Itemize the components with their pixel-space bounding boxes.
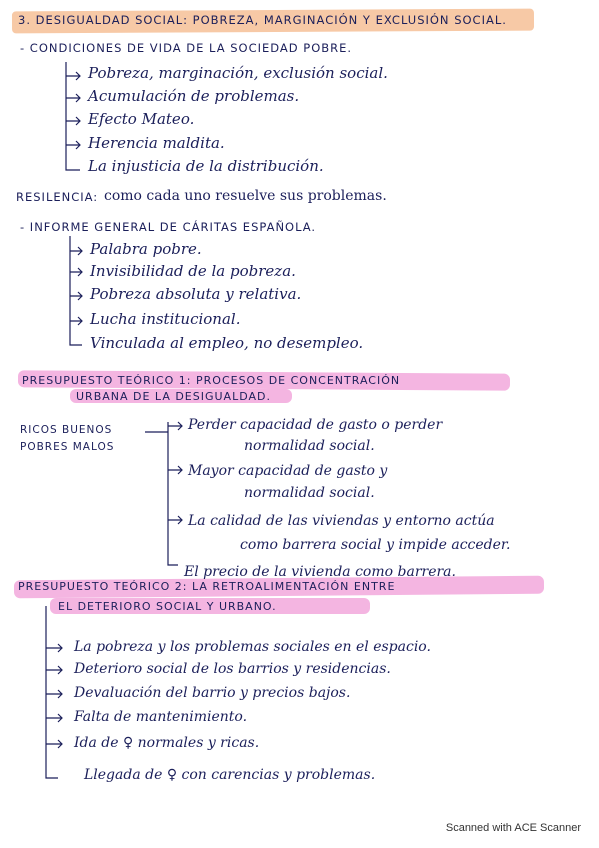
section2-item-1: Palabra pobre.	[90, 240, 202, 258]
section2-item-3: Pobreza absoluta y relativa.	[90, 285, 302, 303]
teorico2-heading-1: PRESUPUESTO TEÓRICO 2: LA RETROALIMENTACIÓN ENTRE	[18, 580, 396, 593]
teorico1-heading-2: URBANA DE LA DESIGUALDAD.	[76, 390, 271, 403]
section1-item-1: Pobreza, marginación, exclusión social.	[88, 64, 388, 82]
teorico1-item-1a: Perder capacidad de gasto o perder	[188, 417, 443, 433]
teorico1-item-3b: como barrera social y impide acceder.	[240, 537, 511, 553]
teorico1-heading-1: PRESUPUESTO TEÓRICO 1: PROCESOS DE CONCENTRACIÓN	[22, 374, 401, 387]
scanner-footer: Scanned with ACE Scanner	[445, 822, 581, 834]
teorico2-item-3: Devaluación del barrio y precios bajos.	[74, 685, 351, 701]
section1-item-4: Herencia maldita.	[88, 134, 225, 152]
teorico2-item-2: Deterioro social de los barrios y residencias.	[74, 661, 391, 677]
teorico2-heading-2: EL DETERIORO SOCIAL Y URBANO.	[58, 600, 277, 613]
page-title: 3. DESIGUALDAD SOCIAL: POBREZA, MARGINACIÓN Y EXCLUSIÓN SOCIAL.	[18, 13, 507, 27]
section1-item-3: Efecto Mateo.	[88, 110, 195, 128]
teorico1-left-1: RICOS BUENOS	[20, 424, 113, 436]
resilencia-text: como cada uno resuelve sus problemas.	[104, 188, 387, 204]
teorico1-item-2b: normalidad social.	[244, 485, 375, 501]
teorico1-item-4a: El precio de la vivienda como barrera.	[184, 564, 456, 580]
section1-item-2: Acumulación de problemas.	[88, 87, 300, 105]
section2-heading: - INFORME GENERAL DE CÁRITAS ESPAÑOLA.	[20, 220, 317, 234]
section2-item-5: Vinculada al empleo, no desempleo.	[90, 334, 364, 352]
teorico1-left-2: POBRES MALOS	[20, 441, 115, 453]
section2-item-2: Invisibilidad de la pobreza.	[90, 262, 296, 280]
teorico1-item-1b: normalidad social.	[244, 438, 375, 454]
resilencia-label: RESILENCIA:	[16, 190, 99, 204]
section1-item-5: La injusticia de la distribución.	[88, 157, 324, 175]
teorico1-item-3a: La calidad de las viviendas y entorno actúa	[188, 513, 495, 529]
section1-heading: - CONDICIONES DE VIDA DE LA SOCIEDAD POBRE.	[20, 41, 353, 55]
teorico1-item-2a: Mayor capacidad de gasto y	[188, 463, 388, 479]
teorico2-item-5: Ida de ♀ normales y ricas.	[74, 735, 260, 751]
teorico2-item-4: Falta de mantenimiento.	[74, 709, 248, 725]
teorico2-item-1: La pobreza y los problemas sociales en el espacio.	[74, 639, 431, 655]
teorico2-item-6: Llegada de ♀ con carencias y problemas.	[84, 767, 376, 783]
section2-item-4: Lucha institucional.	[90, 310, 241, 328]
